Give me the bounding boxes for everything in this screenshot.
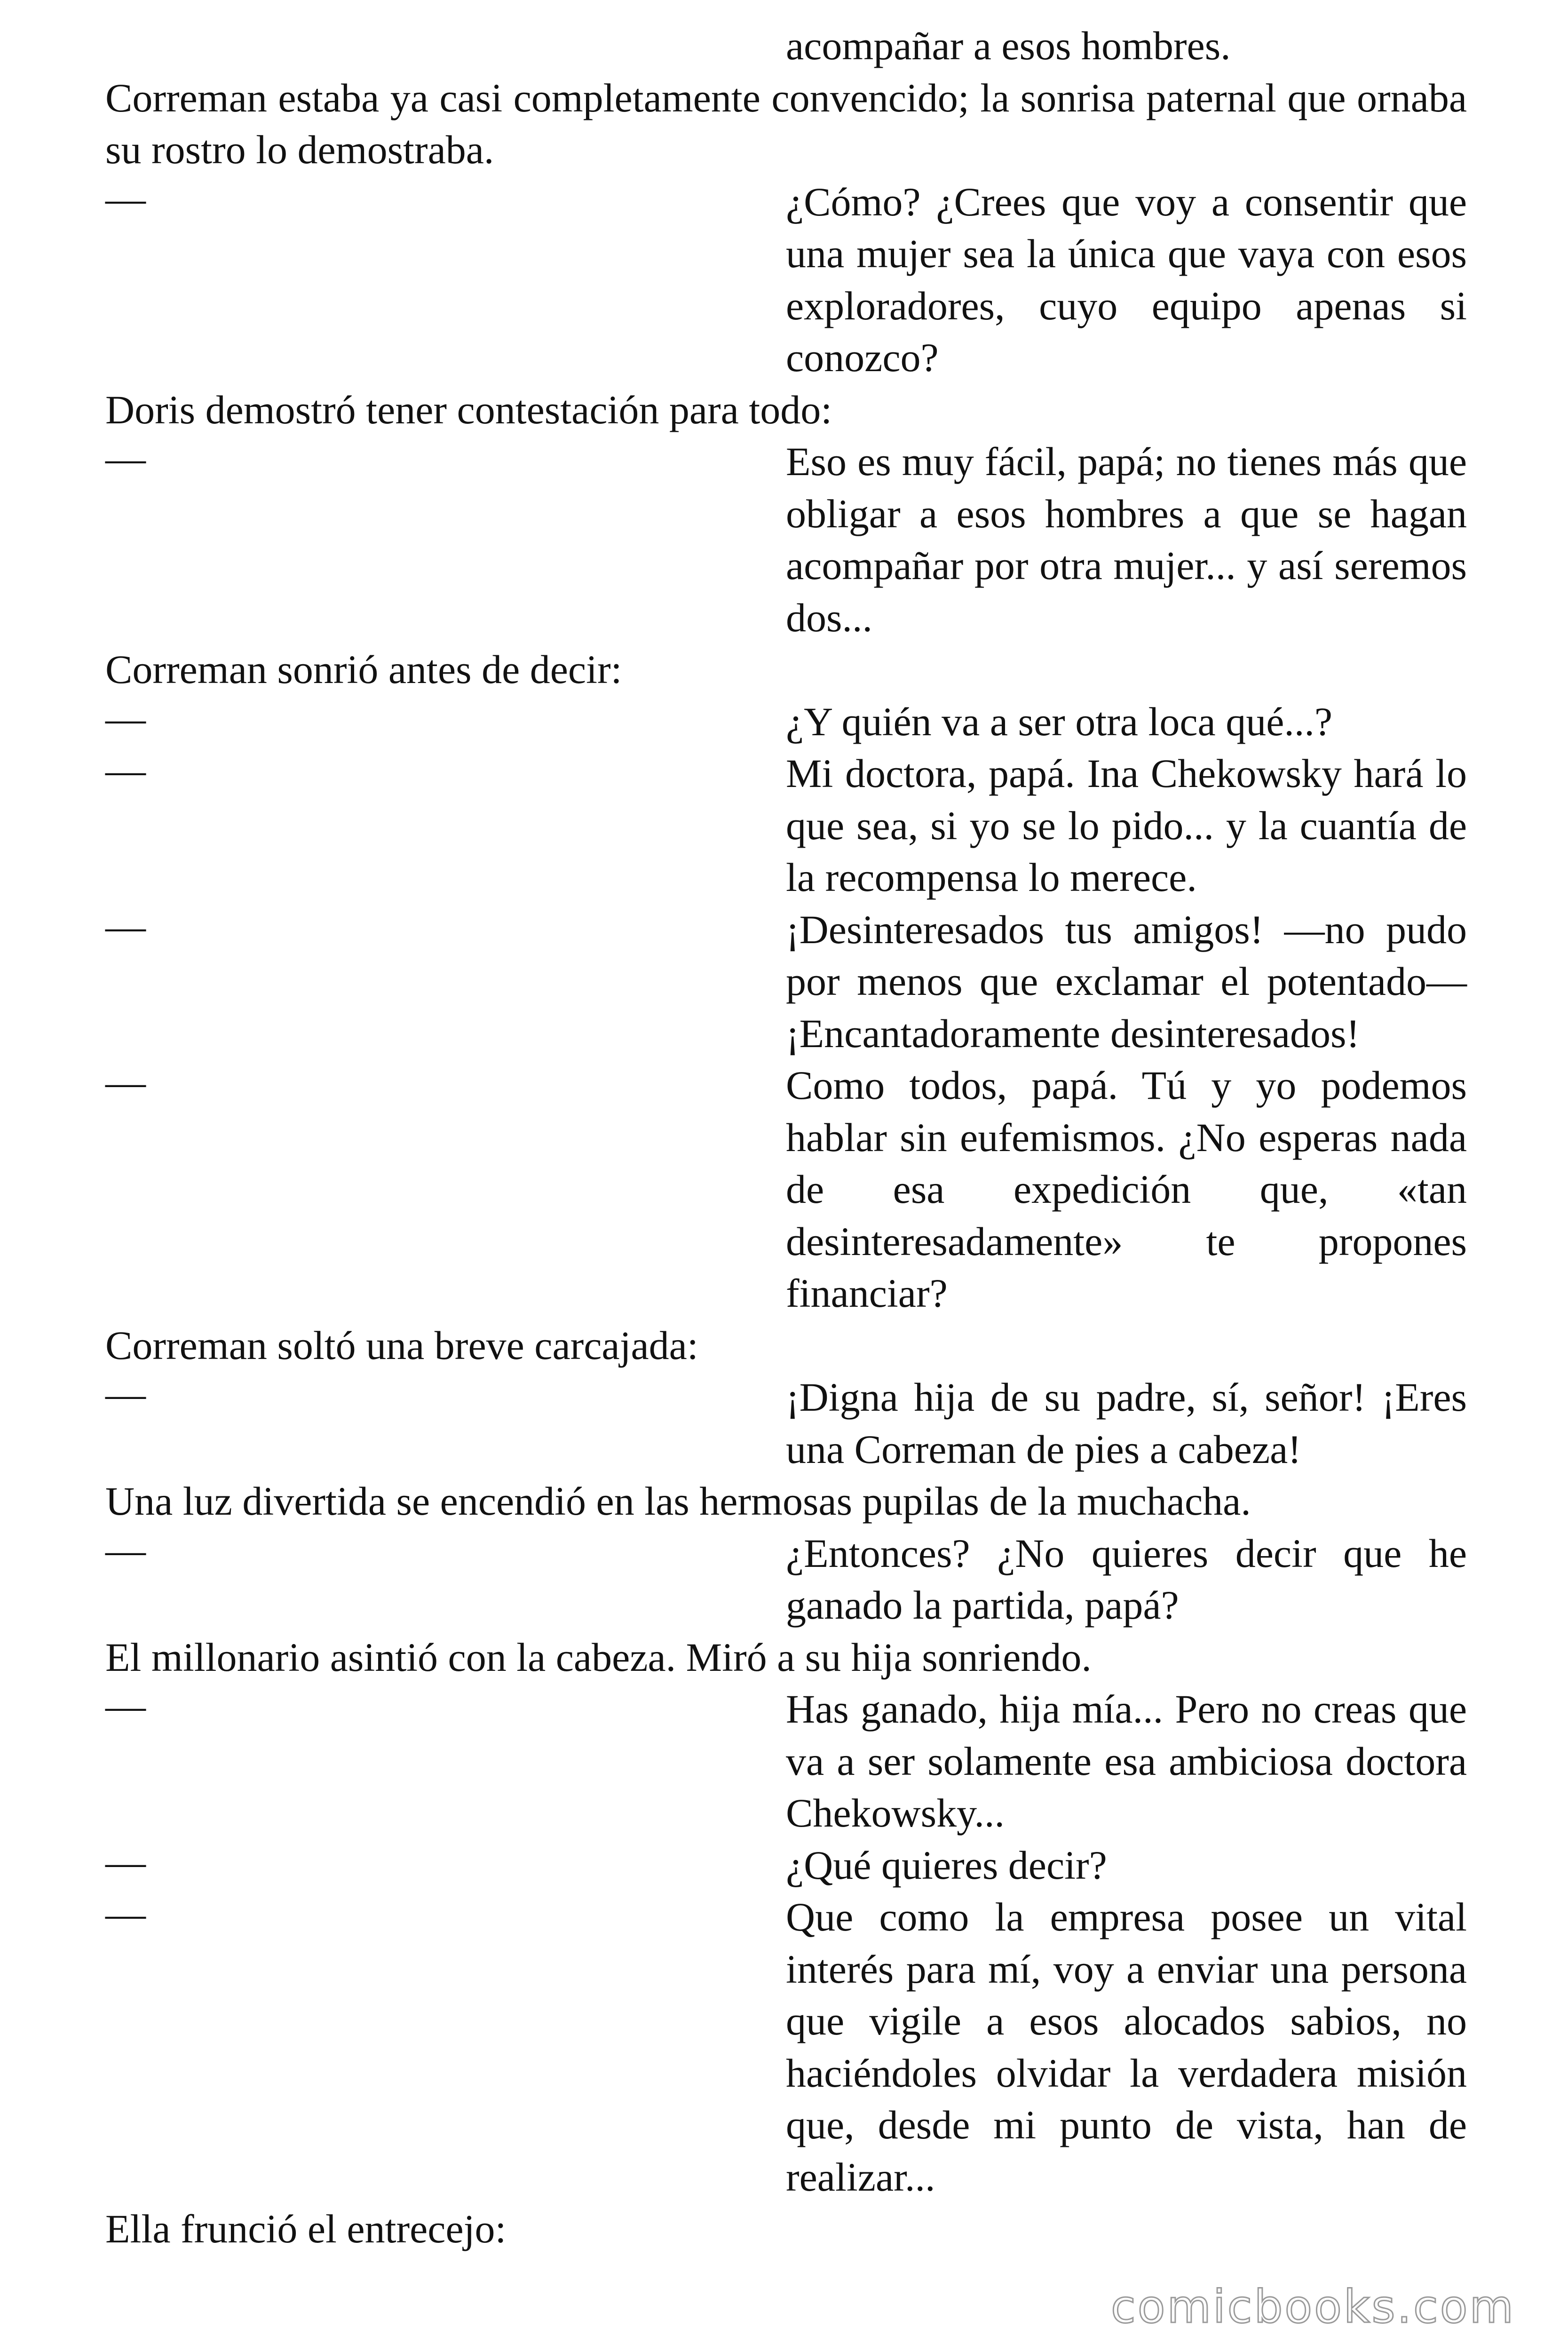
dialogue-text: ¿Cómo? ¿Crees que voy a consentir que una mujer sea la única que vaya con esos exploradores, cuyo equipo apenas si conozco? (786, 179, 1467, 380)
dialogue-dash: — (105, 695, 146, 741)
narration-paragraph: Correman sonrió antes de decir: (105, 647, 622, 692)
narration-paragraph: Doris demostró tener contestación para todo: (105, 387, 832, 432)
dialogue-line (105, 1683, 1467, 1839)
page-text (105, 20, 1467, 2255)
dialogue-line (105, 1891, 1467, 2203)
dialogue-text: Que como la empresa posee un vital interés para mí, voy a enviar una persona que vigile a esos alocados sabios, no haciéndoles olvidar la verdadera misión que, desde mi punto de vista, han de realizar... (786, 1894, 1467, 2200)
dialogue-dash: — (105, 436, 146, 481)
dialogue-line (105, 1527, 1467, 1631)
dialogue-dash: — (105, 1527, 146, 1573)
dialogue-text: ¿Y quién va a ser otra loca qué...? (786, 699, 1333, 744)
dialogue-text: ¿Qué quieres decir? (786, 1842, 1107, 1888)
dialogue-line (105, 1371, 1467, 1475)
dialogue-dash: — (105, 1839, 146, 1884)
dialogue-line (105, 1839, 1467, 1891)
dialogue-line (105, 176, 1467, 384)
narration-paragraph: Una luz divertida se encendió en las hermosas pupilas de la muchacha. (105, 1478, 1251, 1524)
narration-paragraph: El millonario asintió con la cabeza. Miró a su hija sonriendo. (105, 1634, 1092, 1680)
dialogue-text: Mi doctora, papá. Ina Chekowsky hará lo que sea, si yo se lo pido... y la cuantía de la recompensa lo merece. (786, 751, 1467, 900)
dialogue-dash: — (105, 747, 146, 793)
dialogue-dash: — (105, 1059, 146, 1104)
dialogue-text: Has ganado, hija mía... Pero no creas que va a ser solamente esa ambiciosa doctora Chekowsky... (786, 1686, 1467, 1836)
continued-paragraph: acompañar a esos hombres. (786, 23, 1231, 68)
dialogue-text: ¿Entonces? ¿No quieres decir que he ganado la partida, papá? (786, 1530, 1467, 1628)
dialogue-text: Eso es muy fácil, papá; no tienes más que obligar a esos hombres a que se hagan acompañar por otra mujer... y así seremos dos... (786, 439, 1467, 640)
dialogue-dash: — (105, 1371, 146, 1416)
dialogue-dash: — (105, 903, 146, 949)
dialogue-text: ¡Digna hija de su padre, sí, señor! ¡Eres una Correman de pies a cabeza! (786, 1375, 1467, 1472)
narration-paragraph: Ella frunció el entrecejo: (105, 2206, 507, 2251)
watermark: comicbooks.com (1110, 2280, 1515, 2333)
dialogue-line (105, 1059, 1467, 1319)
dialogue-line (105, 747, 1467, 904)
narration-paragraph: Correman estaba ya casi completamente convencido; la sonrisa paternal que ornaba su rostro lo demostraba. (105, 75, 1467, 172)
dialogue-text: Como todos, papá. Tú y yo podemos hablar sin eufemismos. ¿No esperas nada de esa expedición que, «tan desinteresadamente» te propones financiar? (786, 1063, 1467, 1316)
narration-paragraph: Correman soltó una breve carcajada: (105, 1322, 698, 1368)
dialogue-text: ¡Desinteresados tus amigos! —no pudo por menos que exclamar el potentado— ¡Encantadoramente desinteresados! (786, 906, 1467, 1056)
dialogue-line (105, 904, 1467, 1060)
dialogue-dash: — (105, 1891, 146, 1936)
dialogue-line (105, 696, 1467, 748)
dialogue-dash: — (105, 1683, 146, 1728)
dialogue-line (105, 436, 1467, 644)
dialogue-dash: — (105, 175, 146, 221)
